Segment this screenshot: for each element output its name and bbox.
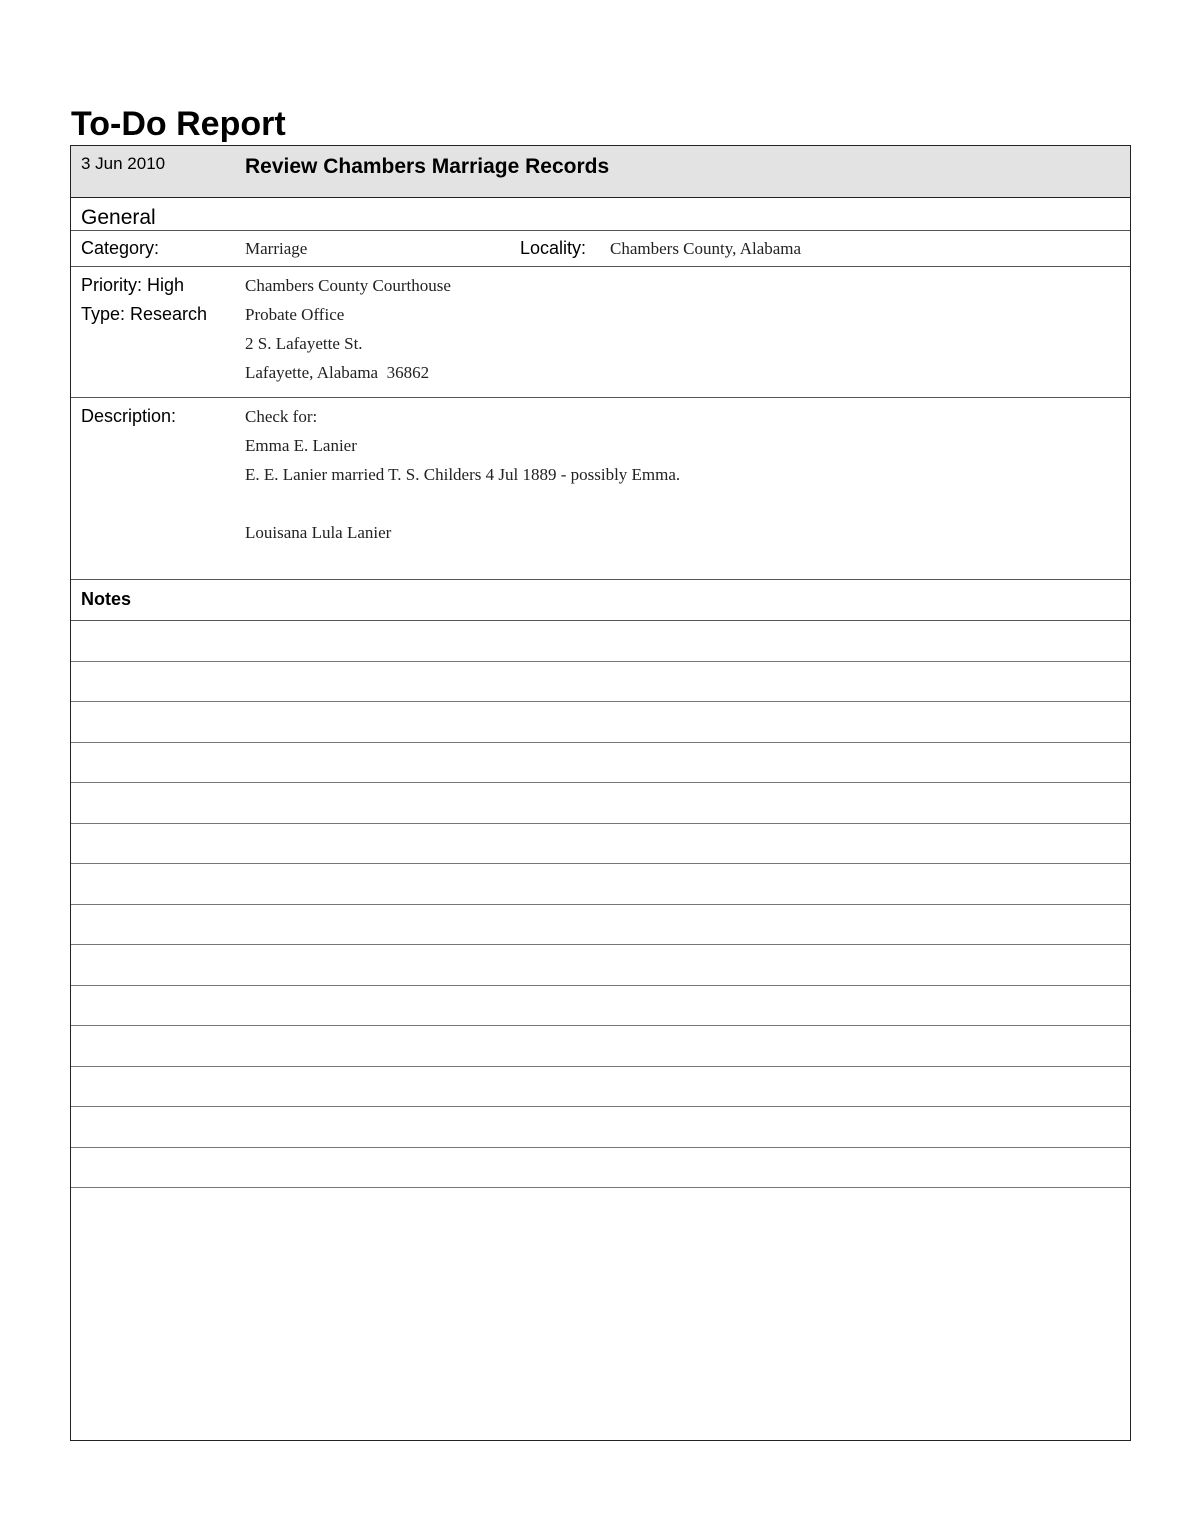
- note-line: [71, 702, 1130, 743]
- locality-value: Chambers County, Alabama: [610, 239, 802, 258]
- description-line: [245, 489, 680, 518]
- divider: [71, 266, 1130, 267]
- note-line: [71, 743, 1130, 784]
- type-label: Type: Research: [81, 304, 208, 324]
- note-line: [71, 662, 1130, 703]
- note-line: [71, 621, 1130, 662]
- note-line: [71, 905, 1130, 946]
- address-line: Probate Office: [245, 305, 345, 324]
- description-line: Emma E. Lanier: [245, 436, 357, 455]
- description-line: E. E. Lanier married T. S. Childers 4 Jul 1889 - possibly Emma.: [245, 465, 681, 484]
- note-line: [71, 945, 1130, 986]
- divider: [71, 397, 1130, 398]
- description-line: Check for:: [245, 407, 318, 426]
- description-text: [245, 402, 680, 547]
- note-line: [71, 986, 1130, 1027]
- address-line: 2 S. Lafayette St.: [245, 334, 363, 353]
- description-line: Louisana Lula Lanier: [245, 523, 392, 542]
- note-line: [71, 1107, 1130, 1148]
- category-value: Marriage: [245, 239, 308, 258]
- note-line: [71, 824, 1130, 865]
- divider: [71, 579, 1130, 580]
- note-line: [71, 1067, 1130, 1108]
- address-line: Lafayette, Alabama 36862: [245, 363, 430, 382]
- section-general-heading: General: [81, 206, 156, 229]
- repository-address: [245, 271, 451, 387]
- divider: [71, 230, 1130, 231]
- todo-report-frame: [70, 145, 1131, 1441]
- page-title: To-Do Report: [71, 105, 286, 143]
- note-line: [71, 1148, 1130, 1189]
- note-line: [71, 783, 1130, 824]
- description-label: Description:: [81, 406, 177, 426]
- notes-ruled-area: [71, 621, 1130, 1188]
- locality-label: Locality:: [520, 238, 587, 258]
- task-date: 3 Jun 2010: [81, 154, 166, 173]
- category-label: Category:: [81, 238, 160, 258]
- task-title: Review Chambers Marriage Records: [245, 155, 610, 178]
- notes-heading: Notes: [81, 589, 132, 609]
- note-line: [71, 1026, 1130, 1067]
- note-line: [71, 864, 1130, 905]
- address-line: Chambers County Courthouse: [245, 276, 451, 295]
- task-header: [71, 146, 1130, 198]
- priority-label: Priority: High: [81, 275, 185, 295]
